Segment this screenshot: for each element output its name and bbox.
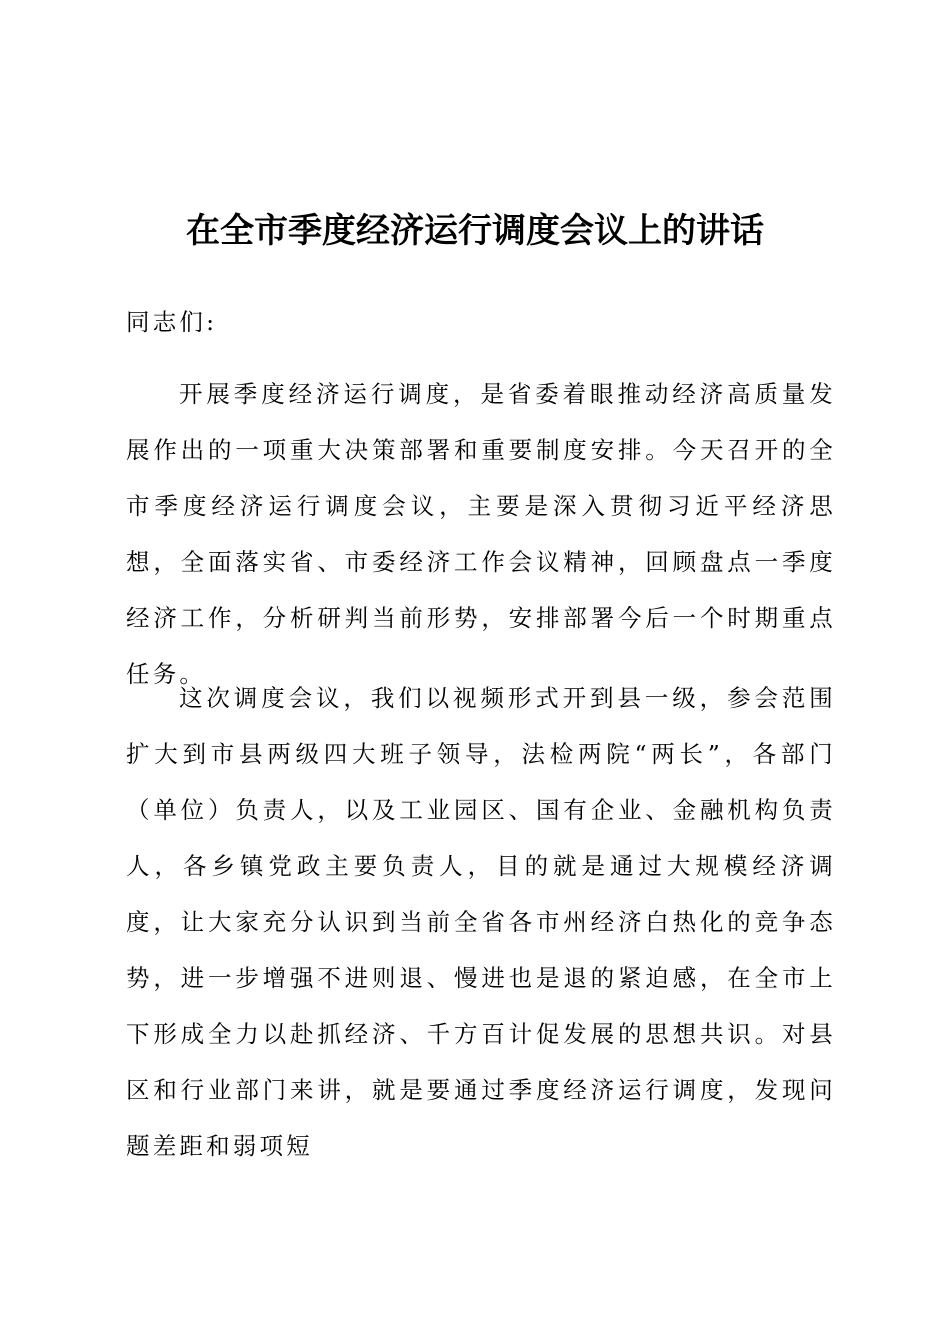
paragraph: 这次调度会议，我们以视频形式开到县一级，参会范围扩大到市县两级四大班子领导，法检两院“两长”，各部门（单位）负责人，以及工业园区、国有企业、金融机构负责人，各乡镇党政主要负责人，目的就是通过大规模经济调度，让大家充分认识到当前全省各市州经济白热化的竞争态势，进一步增强不进则退、慢进也是退的紧迫感，在全市上下形成全力以赴抓经济、千方百计促发展的思想共识。对县区和行业部门来讲，就是要通过季度经济运行调度，发现问题差距和弱项短 [126, 684, 836, 1160]
page-title: 在全市季度经济运行调度会议上的讲话 [186, 211, 764, 251]
salutation: 同志们: [126, 308, 218, 336]
paragraph: 开展季度经济运行调度，是省委着眼推动经济高质量发展作出的一项重大决策部署和重要制度安排。今天召开的全市季度经济运行调度会议，主要是深入贯彻习近平经济思想，全面落实省、市委经济工作会议精神，回顾盘点一季度经济工作，分析研判当前形势，安排部署今后一个时期重点任务。 [126, 380, 836, 688]
